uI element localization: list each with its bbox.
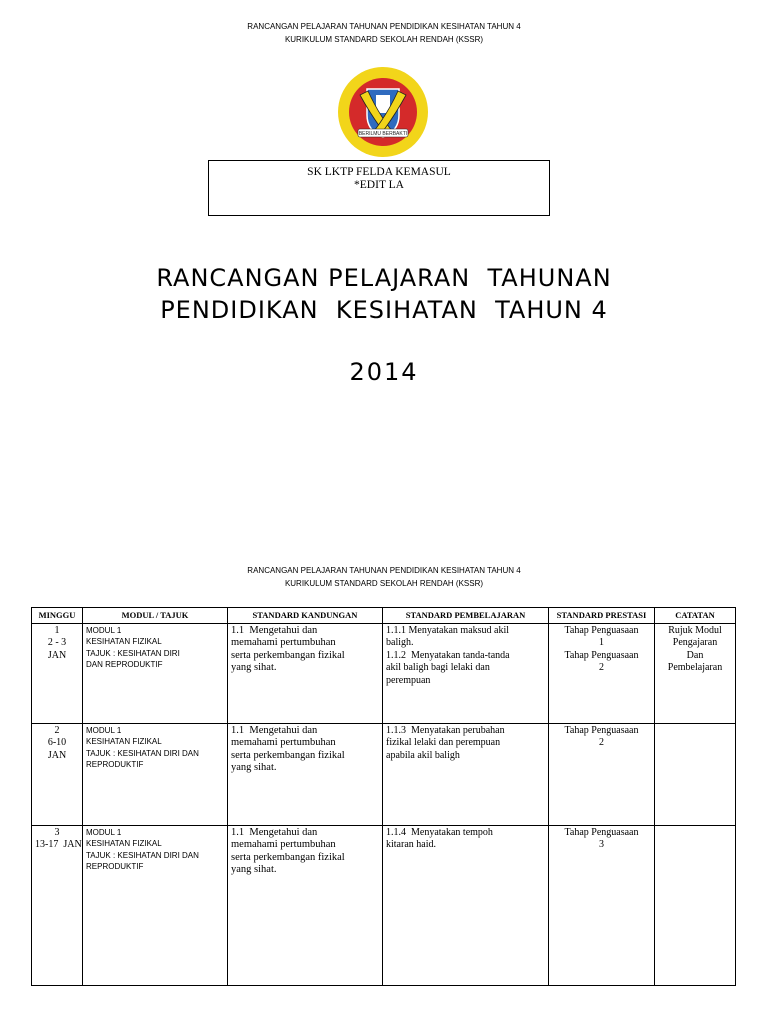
cell-line: apabila akil baligh	[386, 749, 460, 761]
cell-line: 1.1.1 Menyatakan maksud akil	[386, 624, 510, 636]
cell-line: 3	[54, 826, 60, 838]
document-header	[0, 20, 768, 46]
cell-standard-prestasi	[549, 623, 655, 723]
cell-line: Tahap Penguasaan	[564, 826, 639, 838]
cell-minggu	[32, 723, 83, 825]
cell-line: 3	[599, 839, 604, 850]
cell-line: Pembelajaran	[667, 662, 723, 673]
lesson-plan-table	[31, 607, 736, 986]
cell-line: Tahap Penguasaan	[564, 624, 639, 636]
cell-line: serta perkembangan fizikal	[231, 649, 345, 661]
cell-line: memahami pertumbuhan	[231, 839, 336, 850]
cell-line: yang sihat.	[231, 662, 277, 673]
cell-line: KESIHATAN FIZIKAL	[86, 637, 162, 646]
cell-line: 1	[54, 624, 60, 636]
table-header	[0, 564, 768, 590]
cell-line: 13-17 JAN	[35, 839, 82, 850]
cell-line: kitaran haid.	[386, 839, 436, 850]
cell-minggu	[32, 623, 83, 723]
cell-line: REPRODUKTIF	[86, 760, 144, 769]
cell-minggu	[32, 825, 83, 985]
cell-standard-kandungan	[228, 623, 383, 723]
cell-line: Tahap Penguasaan	[564, 649, 639, 661]
school-crest-icon	[336, 65, 430, 159]
table-header-line-2: KURIKULUM STANDARD SEKOLAH RENDAH (KSSR)	[284, 579, 484, 588]
table-row	[32, 623, 736, 723]
cell-catatan	[655, 723, 736, 825]
column-header: MODUL / TAJUK	[83, 608, 228, 624]
cell-line: akil baligh bagi lelaki dan	[386, 662, 490, 673]
cell-catatan	[655, 623, 736, 723]
cell-catatan	[655, 825, 736, 985]
cell-line: REPRODUKTIF	[86, 862, 144, 871]
column-header: STANDARD KANDUNGAN	[228, 608, 383, 624]
cell-line: yang sihat.	[231, 762, 277, 773]
school-info-box	[208, 160, 550, 216]
title-line-2: PENDIDIKAN KESIHATAN TAHUN 4	[160, 296, 608, 324]
cell-line: 1.1 Mengetahui dan	[231, 724, 318, 736]
cell-line: TAJUK : KESIHATAN DIRI DAN	[86, 850, 199, 860]
header-line-1: RANCANGAN PELAJARAN TAHUNAN PENDIDIKAN KESIHATAN TAHUN 4	[247, 22, 521, 31]
title-line-1: RANCANGAN PELAJARAN TAHUNAN	[156, 264, 612, 292]
school-note: *EDIT LA	[354, 179, 404, 191]
cell-line: baligh.	[386, 637, 414, 648]
cell-standard-pembelajaran	[383, 623, 549, 723]
cell-line: KESIHATAN FIZIKAL	[86, 737, 162, 746]
cell-standard-kandungan	[228, 825, 383, 985]
cell-line: serta perkembangan fizikal	[231, 851, 345, 863]
cell-standard-prestasi	[549, 825, 655, 985]
cell-line: JAN	[47, 749, 67, 761]
logo-motto: BERILMU BERBAKTI	[358, 131, 408, 137]
cell-line: 1.1 Mengetahui dan	[231, 624, 318, 636]
cell-line: 2 - 3	[47, 637, 67, 648]
cell-standard-pembelajaran	[383, 723, 549, 825]
cell-line: Pengajaran	[672, 637, 718, 648]
cell-line: Dan	[686, 649, 704, 661]
cell-line: 6-10	[47, 737, 67, 748]
cell-line: memahami pertumbuhan	[231, 737, 336, 748]
cell-line: JAN	[47, 649, 67, 661]
cell-line: 1.1.3 Menyatakan perubahan	[386, 724, 505, 736]
cell-line: fizikal lelaki dan perempuan	[386, 737, 501, 748]
cell-line: memahami pertumbuhan	[231, 637, 336, 648]
cell-line: 2	[599, 662, 604, 673]
cell-line: 1.1.4 Menyatakan tempoh	[386, 826, 493, 838]
table-row	[32, 825, 736, 985]
cell-line: 1.1.2 Menyatakan tanda-tanda	[386, 649, 510, 661]
page-year: 2014	[349, 358, 419, 386]
cell-modul	[83, 623, 228, 723]
cell-line: serta perkembangan fizikal	[231, 749, 345, 761]
cell-standard-prestasi	[549, 723, 655, 825]
cell-line: KESIHATAN FIZIKAL	[86, 839, 162, 848]
cell-line: TAJUK : KESIHATAN DIRI DAN	[86, 748, 199, 758]
table-header-row	[32, 608, 736, 624]
cell-modul	[83, 723, 228, 825]
page-title	[0, 262, 768, 326]
cell-line: 1.1 Mengetahui dan	[231, 826, 318, 838]
table-row	[32, 723, 736, 825]
column-header: STANDARD PEMBELAJARAN	[383, 608, 549, 624]
cell-standard-kandungan	[228, 723, 383, 825]
cell-line: 2	[54, 724, 60, 736]
cell-line: 2	[599, 737, 604, 748]
cell-line: MODUL 1	[86, 827, 122, 837]
cell-line: Rujuk Modul	[668, 624, 722, 636]
cell-modul	[83, 825, 228, 985]
cell-line: Tahap Penguasaan	[564, 724, 639, 736]
cell-line: TAJUK : KESIHATAN DIRI	[86, 648, 180, 658]
school-name: SK LKTP FELDA KEMASUL	[307, 166, 451, 178]
table-header-line-1: RANCANGAN PELAJARAN TAHUNAN PENDIDIKAN KESIHATAN TAHUN 4	[247, 566, 521, 575]
cell-line: MODUL 1	[86, 725, 122, 735]
cell-line: DAN REPRODUKTIF	[86, 660, 163, 669]
cell-line: MODUL 1	[86, 625, 122, 635]
cell-standard-pembelajaran	[383, 825, 549, 985]
header-line-2: KURIKULUM STANDARD SEKOLAH RENDAH (KSSR)	[284, 35, 484, 44]
cell-line: 1	[599, 637, 604, 648]
cell-line: yang sihat.	[231, 864, 277, 875]
column-header: STANDARD PRESTASI	[549, 608, 655, 624]
cell-line: perempuan	[386, 674, 431, 686]
column-header: MINGGU	[32, 608, 83, 624]
column-header: CATATAN	[655, 608, 736, 624]
